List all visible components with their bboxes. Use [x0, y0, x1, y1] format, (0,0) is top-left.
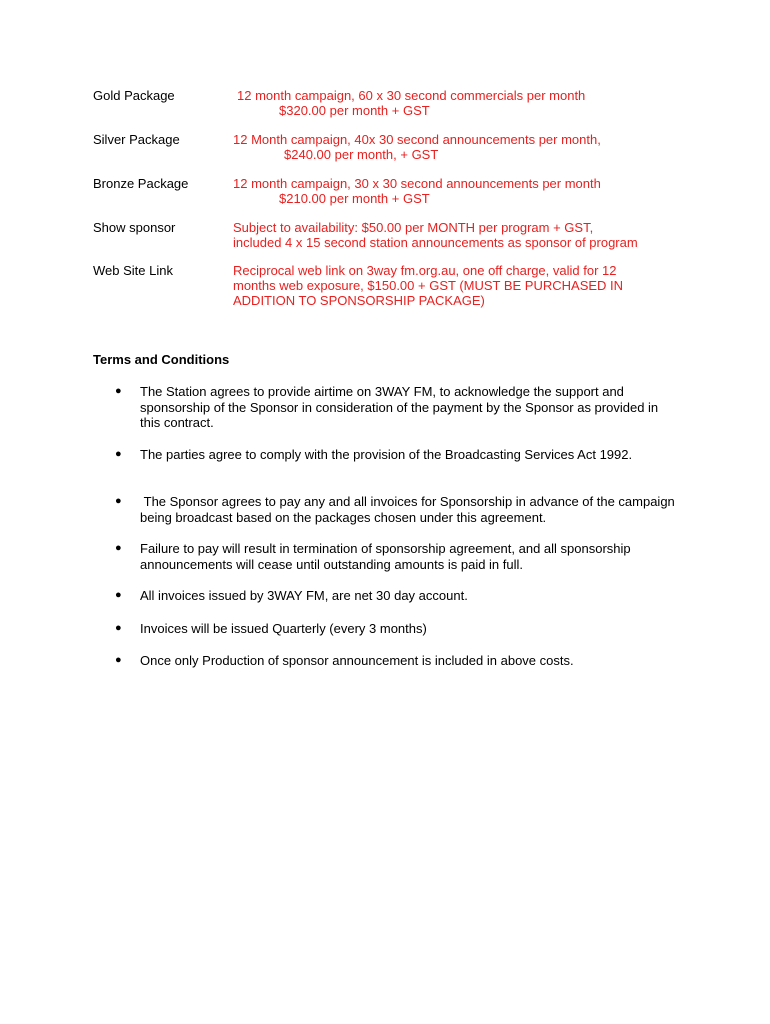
package-description [233, 88, 663, 118]
bullet-icon: ● [115, 448, 122, 460]
bullet-icon: ● [115, 495, 122, 507]
term-text: The Station agrees to provide airtime on 3WAY FM, to acknowledge the support and sponsorship of the Sponsor in consideration of the payment by the Sponsor as provided in this contract. [140, 384, 659, 430]
package-description [233, 220, 663, 250]
package-description-line: ADDITION TO SPONSORSHIP PACKAGE) [233, 293, 485, 308]
package-description-line: included 4 x 15 second station announcements as sponsor of program [233, 235, 638, 250]
bullet-icon: ● [115, 385, 122, 397]
package-description-line: Reciprocal web link on 3way fm.org.au, one off charge, valid for 12 [233, 263, 617, 278]
package-name: Gold Package [93, 88, 175, 103]
bullet-icon: ● [115, 654, 122, 666]
package-description-line: 12 month campaign, 60 x 30 second commercials per month [237, 88, 586, 103]
term-text: Failure to pay will result in termination of sponsorship agreement, and all sponsorship announcements will cease until outstanding amounts is paid in full. [140, 541, 631, 572]
package-description-line: months web exposure, $150.00 + GST (MUST BE PURCHASED IN [233, 278, 624, 293]
package-name: Show sponsor [93, 220, 176, 235]
package-name: Silver Package [93, 132, 180, 147]
package-description-line: 12 Month campaign, 40x 30 second announcements per month, [233, 132, 601, 147]
term-text: The parties agree to comply with the provision of the Broadcasting Services Act 1992. [140, 447, 633, 462]
term-text: The Sponsor agrees to pay any and all invoices for Sponsorship in advance of the campaign being broadcast based on the packages chosen under this agreement. [140, 494, 679, 525]
package-description-line: Subject to availability: $50.00 per MONTH per program + GST, [233, 220, 594, 235]
term-text: Once only Production of sponsor announcement is included in above costs. [140, 653, 574, 668]
term-text: All invoices issued by 3WAY FM, are net 30 day account. [140, 588, 468, 603]
bullet-icon: ● [115, 589, 122, 601]
bullet-icon: ● [115, 542, 122, 554]
package-description-line: 12 month campaign, 30 x 30 second announcements per month [233, 176, 601, 191]
package-name: Web Site Link [93, 263, 173, 278]
term-text: Invoices will be issued Quarterly (every 3 months) [140, 621, 427, 636]
package-price-line: $320.00 per month + GST [279, 103, 430, 118]
package-name: Bronze Package [93, 176, 189, 191]
package-price-line: $210.00 per month + GST [279, 191, 430, 206]
terms-heading: Terms and Conditions [93, 352, 230, 367]
package-price-line: $240.00 per month, + GST [284, 147, 439, 162]
bullet-icon: ● [115, 622, 122, 634]
package-description [233, 176, 663, 206]
package-description [233, 263, 663, 308]
package-description [233, 132, 663, 162]
